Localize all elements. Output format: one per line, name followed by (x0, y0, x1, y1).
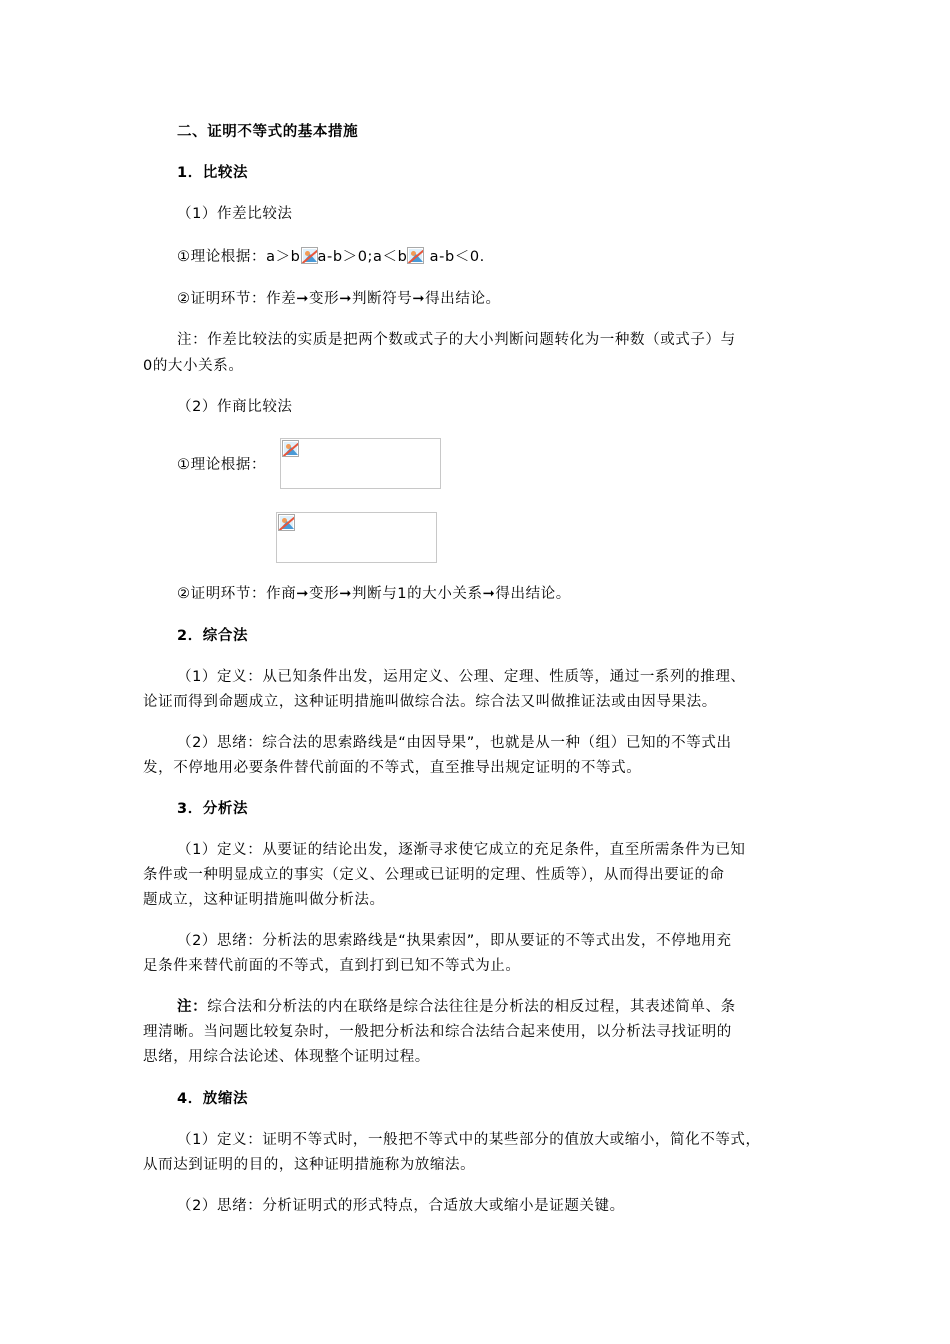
method2-title: 2．综合法 (177, 628, 249, 644)
section-title: 二、证明不等式的基本措施 (177, 124, 359, 140)
formula-image-frame-1 (280, 438, 441, 489)
method3-title: 3．分析法 (177, 801, 249, 817)
method2-idea-line1: （2）思绪：综合法的思索路线是“由因导果”，也就是从一种（组）已知的不等式出 (177, 735, 732, 751)
method1-note-line2: 0的大小关系。 (143, 358, 244, 374)
method2-def-line1: （1）定义：从已知条件出发，运用定义、公理、定理、性质等，通过一系列的推理、 (177, 669, 746, 685)
formula-image-frame-2 (276, 512, 437, 563)
method4-def-line2: 从而达到证明的目的，这种证明措施称为放缩法。 (143, 1157, 476, 1173)
method1-steps2: ②证明环节：作商➞变形➞判断与1的大小关系➞得出结论。 (177, 586, 571, 602)
method3-idea-line2: 足条件来替代前面的不等式，直到打到已知不等式为止。 (143, 958, 521, 974)
basis-post-text: a-b＜0. (424, 249, 485, 265)
broken-image-icon (278, 514, 295, 531)
method3-note-line1 (177, 997, 736, 1017)
broken-image-icon (407, 247, 424, 264)
method1-note-line1: 注：作差比较法的实质是把两个数或式子的大小判断问题转化为一种数（或式子）与 (177, 332, 736, 348)
broken-image-icon (282, 440, 299, 457)
method3-def-line3: 题成立，这种证明措施叫做分析法。 (143, 892, 385, 908)
method3-def-line1: （1）定义：从要证的结论出发，逐渐寻求使它成立的充足条件，直至所需条件为已知 (177, 842, 746, 858)
method3-note-line2: 理清晰。当问题比较复杂时，一般把分析法和综合法结合起来使用，以分析法寻找证明的 (143, 1024, 732, 1040)
method3-def-line2: 条件或一种明显成立的事实（定义、公理或已证明的定理、性质等），从而得出要证的命 (143, 867, 725, 883)
basis-pre-text: ①理论根据：a＞b (177, 249, 301, 265)
method1-steps: ②证明环节：作差➞变形➞判断符号➞得出结论。 (177, 291, 501, 307)
method1-basis2: ①理论根据： (177, 457, 267, 473)
method1-basis-line (177, 247, 485, 267)
method1-sub2: （2）作商比较法 (177, 399, 293, 415)
method3-idea-line1: （2）思绪：分析法的思索路线是“执果索因”，即从要证的不等式出发，不停地用充 (177, 933, 732, 949)
method1-title: 1．比较法 (177, 165, 249, 181)
method1-sub1: （1）作差比较法 (177, 206, 293, 222)
method2-idea-line2: 发，不停地用必要条件替代前面的不等式，直至推导出规定证明的不等式。 (143, 760, 642, 776)
method3-note-line3: 思绪，用综合法论述、体现整个证明过程。 (143, 1049, 430, 1065)
note-label: 注： (177, 999, 208, 1015)
basis-mid-text: a-b＞0;a＜b (317, 249, 408, 265)
method4-idea: （2）思绪：分析证明式的形式特点，合适放大或缩小是证题关键。 (177, 1198, 625, 1214)
method4-def-line1: （1）定义：证明不等式时，一般把不等式中的某些部分的值放大或缩小，简化不等式， (177, 1132, 761, 1148)
method2-def-line2: 论证而得到命题成立，这种证明措施叫做综合法。综合法又叫做推证法或由因导果法。 (143, 694, 717, 710)
note-text: 综合法和分析法的内在联络是综合法往往是分析法的相反过程，其表述简单、条 (207, 999, 736, 1015)
broken-image-icon (301, 247, 318, 264)
method4-title: 4．放缩法 (177, 1091, 249, 1107)
